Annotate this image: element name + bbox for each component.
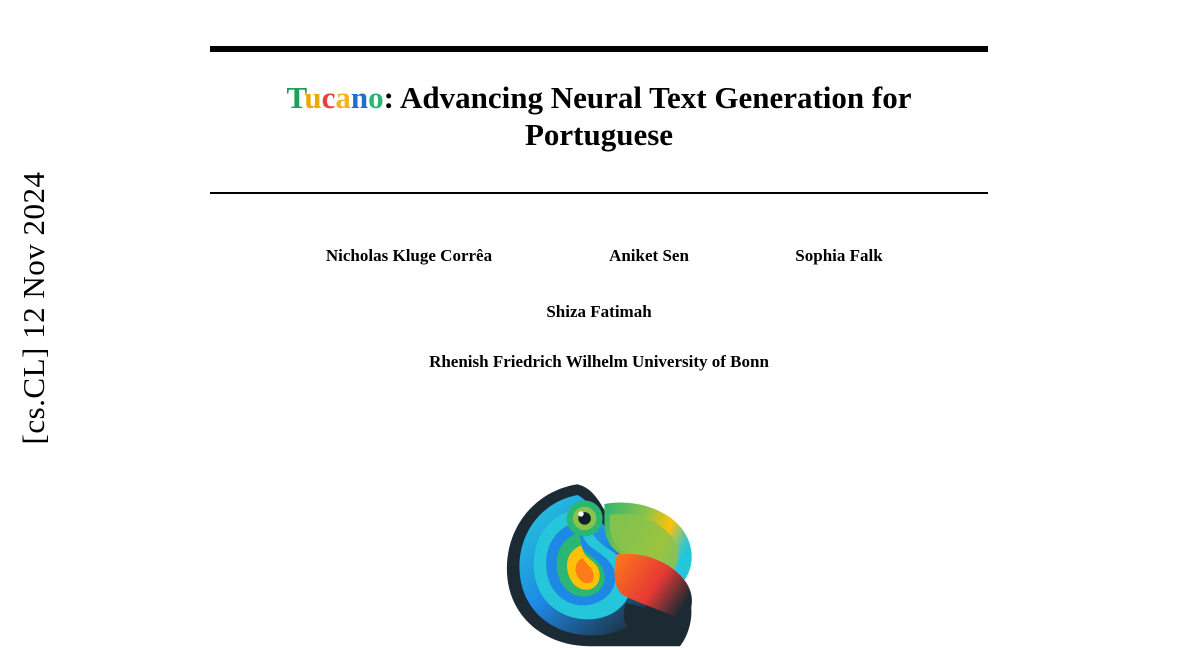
page-title [210, 80, 988, 153]
toucan-eye-highlight [578, 511, 583, 516]
title-line2: Portuguese [524, 116, 674, 152]
title-brand-letter-t: T [286, 80, 305, 115]
author-name: Aniket Sen [609, 246, 689, 265]
title-line1-rest: : Advancing Neural Text Generation for [383, 80, 912, 115]
title-rule-top [210, 46, 988, 52]
author-name: Nicholas Kluge Corrêa [325, 246, 493, 265]
title-brand [287, 80, 384, 115]
author-name: Shiza Fatimah [546, 302, 652, 321]
title-brand-letter-n: n [350, 80, 369, 115]
title-brand-letter-o: o [368, 80, 384, 115]
title-rule-bottom [210, 192, 988, 194]
arxiv-stamp: [cs.CL] 12 Nov 2024 [16, 171, 51, 445]
title-brand-letter-u: u [304, 80, 322, 115]
author-name: Sophia Falk [795, 246, 883, 265]
title-brand-letter-a: a [335, 80, 351, 115]
toucan-logo-figure [210, 468, 988, 648]
affiliation: Rhenish Friedrich Wilhelm University of Bonn [429, 352, 769, 371]
title-brand-letter-c: c [321, 80, 336, 115]
toucan-logo-icon [479, 468, 719, 648]
paper-header [210, 0, 990, 648]
author-list-row-1 [210, 246, 988, 266]
